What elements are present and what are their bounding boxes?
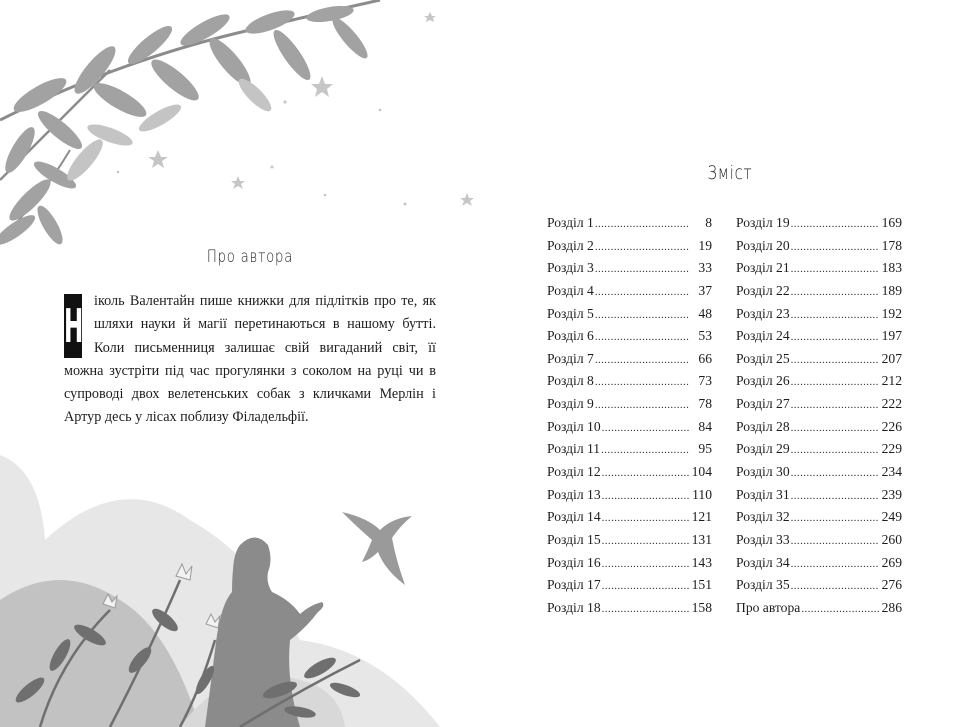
- toc-entry-label: Розділ 17: [547, 577, 601, 593]
- toc-entry-page: 189: [881, 282, 902, 298]
- toc-entry-label: Розділ 28: [736, 418, 790, 434]
- toc-entry[interactable]: [547, 212, 712, 235]
- toc-entry-label: Розділ 6: [547, 328, 594, 344]
- toc-leader-dots: [791, 394, 879, 416]
- toc-entry[interactable]: [547, 574, 712, 597]
- toc-entry[interactable]: [736, 506, 902, 529]
- toc-entry-page: 78: [698, 396, 712, 412]
- toc-leader-dots: [602, 530, 689, 552]
- toc-entry-label: Розділ 27: [736, 396, 790, 412]
- toc-leader-dots: [602, 598, 689, 620]
- toc-leader-dots: [791, 281, 879, 303]
- toc-entry-page: 53: [698, 328, 712, 344]
- bird-icon: [342, 512, 412, 585]
- toc-leader-dots: [601, 439, 689, 461]
- toc-entry[interactable]: [736, 461, 902, 484]
- toc-leader-dots: [602, 507, 689, 529]
- toc-entry-label: Розділ 12: [547, 464, 601, 480]
- toc-entry[interactable]: [547, 235, 712, 258]
- toc-leader-dots: [595, 371, 689, 393]
- toc-entry[interactable]: [736, 280, 902, 303]
- toc-entry[interactable]: [736, 484, 902, 507]
- toc-entry-page: 121: [691, 509, 712, 525]
- toc-column-2: [736, 212, 902, 620]
- toc-entry[interactable]: [547, 506, 712, 529]
- toc-entry[interactable]: [736, 393, 902, 416]
- toc-entry-page: 260: [881, 531, 902, 547]
- toc-entry-label: Розділ 14: [547, 509, 601, 525]
- toc-entry-label: Розділ 33: [736, 531, 790, 547]
- about-author-text: іколь Валентайн пише книжки для підлітків про те, як шляхи науки й магії перетинаються в нашому бутті. Коли письменниця залишає свій вигаданий світ, її можна зустріти під час прогулянки з соколом на руці чи в супроводі двох велетенських собак з кличками Мерлін і Артур десь у лісах поблизу Філадельфії.: [64, 293, 436, 426]
- toc-entry-page: 8: [705, 215, 712, 230]
- toc-entry[interactable]: [736, 257, 902, 280]
- toc-entry[interactable]: [736, 370, 902, 393]
- about-author-paragraph: [64, 290, 436, 430]
- toc-entry-label: Розділ 1: [547, 215, 594, 230]
- toc-entry[interactable]: [736, 552, 902, 575]
- toc-entry-page: 84: [698, 418, 712, 434]
- toc-entry[interactable]: [547, 529, 712, 552]
- toc-entry-label: Розділ 23: [736, 305, 790, 321]
- toc-entry[interactable]: [547, 552, 712, 575]
- willow-branch: [0, 0, 380, 249]
- toc-column-1: [547, 212, 712, 620]
- toc-title: Зміст: [707, 162, 753, 184]
- toc-leader-dots: [595, 213, 689, 235]
- toc-leader-dots: [595, 281, 689, 303]
- toc-leader-dots: [595, 394, 689, 416]
- toc-entry-page: 131: [691, 531, 712, 547]
- toc-leader-dots: [791, 258, 879, 280]
- toc-leader-dots: [602, 553, 689, 575]
- toc-entry-label: Розділ 10: [547, 418, 601, 434]
- toc-entry-label: Розділ 4: [547, 282, 594, 298]
- toc-entry-label: Розділ 13: [547, 486, 601, 502]
- toc-entry-page: 37: [698, 282, 712, 298]
- toc-leader-dots: [595, 304, 689, 326]
- toc-leader-dots: [602, 417, 689, 439]
- toc-entry-page: 197: [881, 328, 902, 344]
- toc-entry-page: 249: [881, 509, 902, 525]
- toc-entry-label: Розділ 7: [547, 350, 594, 366]
- toc-leader-dots: [791, 462, 879, 484]
- toc-entry-page: 110: [692, 486, 712, 502]
- toc-leader-dots: [791, 349, 879, 371]
- willow-branch: [62, 74, 275, 185]
- toc-entry-page: 226: [881, 418, 902, 434]
- toc-entry-label: Про автора: [736, 599, 801, 615]
- toc-entry-label: Розділ 2: [547, 237, 594, 253]
- toc-entry-label: Розділ 29: [736, 441, 790, 457]
- toc-entry-label: Розділ 9: [547, 396, 594, 412]
- toc-entry[interactable]: [547, 461, 712, 484]
- toc-entry-page: 286: [881, 599, 902, 615]
- toc-leader-dots: [602, 462, 689, 484]
- toc-entry-page: 158: [691, 599, 712, 615]
- toc-entry-label: Розділ 3: [547, 260, 594, 276]
- toc-entry-label: Розділ 31: [736, 486, 790, 502]
- toc-entry[interactable]: [547, 416, 712, 439]
- about-author-title: Про автора: [206, 247, 294, 267]
- toc-leader-dots: [595, 258, 689, 280]
- toc-entry[interactable]: [547, 370, 712, 393]
- toc-entry-label: Розділ 22: [736, 282, 790, 298]
- toc-entry-page: 234: [881, 464, 902, 480]
- toc-entry-label: Розділ 19: [736, 215, 790, 230]
- toc-entry-page: 229: [881, 441, 902, 457]
- toc-leader-dots: [791, 485, 879, 507]
- moon-icon: [396, 112, 448, 162]
- toc-entry-page: 169: [881, 215, 902, 230]
- toc-entry[interactable]: [736, 597, 902, 620]
- toc-entry[interactable]: [547, 484, 712, 507]
- toc-entry-page: 192: [881, 305, 902, 321]
- toc-entry-page: 222: [881, 396, 902, 412]
- toc-leader-dots: [791, 236, 879, 258]
- toc-entry[interactable]: [736, 416, 902, 439]
- toc-entry-page: 104: [691, 464, 712, 480]
- toc-entry[interactable]: [547, 303, 712, 326]
- toc-entry-page: 73: [698, 373, 712, 389]
- toc-entry[interactable]: [547, 597, 712, 620]
- toc-leader-dots: [791, 507, 879, 529]
- toc-entry-page: 19: [698, 237, 712, 253]
- toc-entry[interactable]: [736, 325, 902, 348]
- toc-leader-dots: [595, 349, 689, 371]
- toc-leader-dots: [595, 326, 689, 348]
- toc-leader-dots: [791, 417, 879, 439]
- toc-entry-label: Розділ 15: [547, 531, 601, 547]
- toc-leader-dots: [791, 530, 879, 552]
- toc-leader-dots: [791, 553, 879, 575]
- toc-leader-dots: [602, 575, 689, 597]
- toc-entry-label: Розділ 26: [736, 373, 790, 389]
- toc-entry[interactable]: [736, 348, 902, 371]
- toc-entry-label: Розділ 34: [736, 554, 790, 570]
- toc-entry[interactable]: [547, 257, 712, 280]
- toc-entry[interactable]: [736, 438, 902, 461]
- toc-entry-label: Розділ 30: [736, 464, 790, 480]
- toc-entry[interactable]: [547, 393, 712, 416]
- toc-leader-dots: [791, 213, 879, 235]
- drop-cap: Н: [64, 294, 82, 358]
- toc-entry-page: 151: [691, 577, 712, 593]
- toc-entry-label: Розділ 24: [736, 328, 790, 344]
- toc-entry-page: 183: [881, 260, 902, 276]
- toc-entry-page: 269: [881, 554, 902, 570]
- toc-entry-label: Розділ 16: [547, 554, 601, 570]
- toc-entry-page: 178: [881, 237, 902, 253]
- toc-entry-label: Розділ 11: [547, 441, 601, 457]
- toc-entry[interactable]: [547, 325, 712, 348]
- toc-entry-page: 207: [881, 350, 902, 366]
- toc-entry[interactable]: [736, 574, 902, 597]
- toc-entry[interactable]: [547, 348, 712, 371]
- toc-leader-dots: [791, 304, 879, 326]
- toc-entry-page: 66: [698, 350, 712, 366]
- toc-entry-label: Розділ 25: [736, 350, 790, 366]
- toc-leader-dots: [791, 371, 879, 393]
- toc-entry-label: Розділ 5: [547, 305, 594, 321]
- toc-entry[interactable]: [736, 212, 902, 235]
- toc-leader-dots: [602, 485, 689, 507]
- toc-leader-dots: [791, 326, 879, 348]
- toc-entry[interactable]: [736, 529, 902, 552]
- toc-leader-dots: [791, 575, 879, 597]
- toc-entry-page: 212: [881, 373, 902, 389]
- toc-leader-dots: [791, 439, 879, 461]
- toc-entry[interactable]: [736, 303, 902, 326]
- toc-entry-page: 48: [698, 305, 712, 321]
- toc-entry-label: Розділ 8: [547, 373, 594, 389]
- toc-entry[interactable]: [736, 235, 902, 258]
- toc-entry-label: Розділ 32: [736, 509, 790, 525]
- toc-entry[interactable]: [547, 280, 712, 303]
- toc-entry-page: 276: [881, 577, 902, 593]
- toc-entry-page: 95: [698, 441, 712, 457]
- toc-entry-label: Розділ 18: [547, 599, 601, 615]
- toc-entry-label: Розділ 35: [736, 577, 790, 593]
- toc-entry-label: Розділ 21: [736, 260, 790, 276]
- toc-entry-page: 33: [698, 260, 712, 276]
- toc-entry-page: 143: [691, 554, 712, 570]
- toc-entry[interactable]: [547, 438, 712, 461]
- toc-entry-label: Розділ 20: [736, 237, 790, 253]
- toc-entry-page: 239: [881, 486, 902, 502]
- toc-leader-dots: [801, 598, 879, 620]
- toc-leader-dots: [595, 236, 689, 258]
